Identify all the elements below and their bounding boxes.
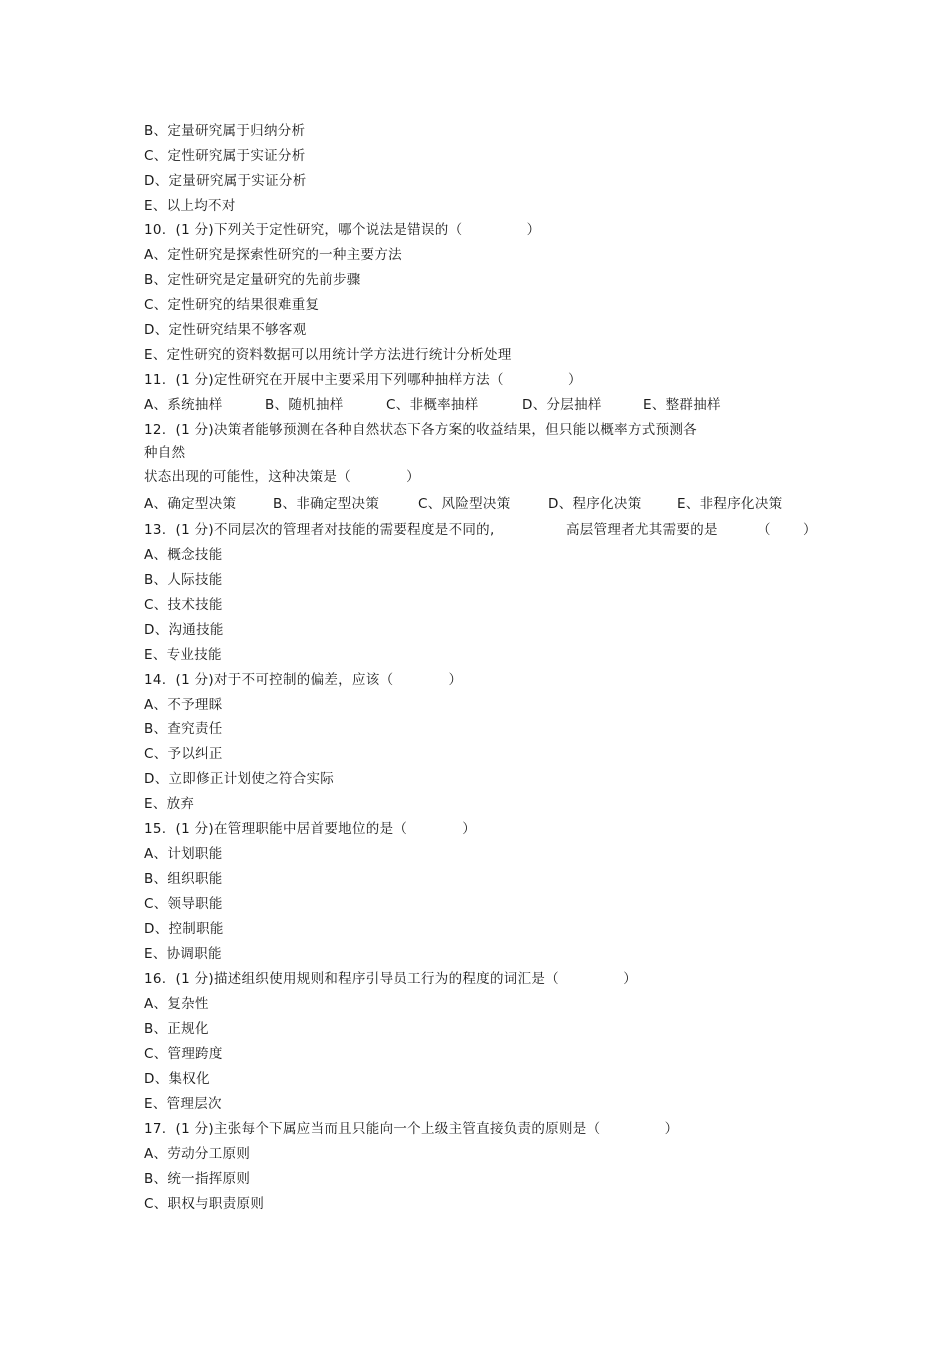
q14-option-a: A、不予理睬 (144, 697, 223, 713)
q13-stem-part2: 高层管理者尤其需要的是 (566, 522, 718, 538)
q13-option-b: B、人际技能 (144, 572, 223, 588)
q11-options-row (0, 396, 950, 414)
q16-option-a: A、复杂性 (144, 996, 209, 1012)
q13-option-d: D、沟通技能 (144, 622, 224, 638)
q11-option-e: E、整群抽样 (643, 397, 721, 413)
q13-stem (0, 521, 950, 539)
q15-option-a: A、计划职能 (144, 846, 223, 862)
q16-stem: 16. (1 分)描述组织使用规则和程序引导员工行为的程度的词汇是（ ） (144, 971, 638, 987)
q17-option-b: B、统一指挥原则 (144, 1171, 251, 1187)
q15-option-c: C、领导职能 (144, 896, 223, 912)
q12-stem-line1: 12. (1 分)决策者能够预测在各种自然状态下各方案的收益结果，但只能以概率方式预测各 (144, 422, 697, 438)
q10-stem: 10. (1 分)下列关于定性研究，哪个说法是错误的（ ） (144, 222, 541, 238)
q10-option-a: A、定性研究是探索性研究的一种主要方法 (144, 247, 402, 263)
q9-option-e: E、以上均不对 (144, 198, 236, 214)
q10-option-c: C、定性研究的结果很难重复 (144, 297, 320, 313)
q15-option-b: B、组织职能 (144, 871, 223, 887)
q13-answer-bracket: （ ） (757, 522, 817, 538)
q10-option-e: E、定性研究的资料数据可以用统计学方法进行统计分析处理 (144, 347, 512, 363)
q17-option-a: A、劳动分工原则 (144, 1146, 251, 1162)
q14-option-b: B、查究责任 (144, 721, 223, 737)
q11-option-c: C、非概率抽样 (386, 397, 479, 413)
q13-option-c: C、技术技能 (144, 597, 223, 613)
q16-option-e: E、管理层次 (144, 1096, 222, 1112)
q10-option-b: B、定性研究是定量研究的先前步骤 (144, 272, 361, 288)
q11-option-a: A、系统抽样 (144, 397, 223, 413)
q13-option-e: E、专业技能 (144, 647, 222, 663)
q12-option-c: C、风险型决策 (418, 496, 511, 512)
q12-option-b: B、非确定型决策 (273, 496, 380, 512)
q9-option-b: B、定量研究属于归纳分析 (144, 123, 306, 139)
q12-options-row (0, 495, 950, 513)
q12-option-e: E、非程序化决策 (677, 496, 783, 512)
q15-option-d: D、控制职能 (144, 921, 224, 937)
q14-option-c: C、予以纠正 (144, 746, 223, 762)
q12-option-d: D、程序化决策 (548, 496, 642, 512)
q13-option-a: A、概念技能 (144, 547, 223, 563)
q10-option-d: D、定性研究结果不够客观 (144, 322, 307, 338)
q9-option-c: C、定性研究属于实证分析 (144, 148, 306, 164)
q14-stem: 14. (1 分)对于不可控制的偏差，应该（ ） (144, 672, 463, 688)
q11-option-b: B、随机抽样 (265, 397, 344, 413)
q14-option-d: D、立即修正计划使之符合实际 (144, 771, 335, 787)
q11-option-d: D、分层抽样 (522, 397, 602, 413)
q14-option-e: E、放弃 (144, 796, 195, 812)
q12-option-a: A、确定型决策 (144, 496, 237, 512)
q17-stem: 17. (1 分)主张每个下属应当而且只能向一个上级主管直接负责的原则是（ ） (144, 1121, 679, 1137)
q16-option-d: D、集权化 (144, 1071, 210, 1087)
q12-stem-line3: 状态出现的可能性，这种决策是（ ） (144, 469, 420, 485)
q15-option-e: E、协调职能 (144, 946, 222, 962)
q15-stem: 15. (1 分)在管理职能中居首要地位的是（ ） (144, 821, 477, 837)
q13-stem-part1: 13. (1 分)不同层次的管理者对技能的需要程度是不同的, (144, 522, 495, 538)
q16-option-c: C、管理跨度 (144, 1046, 223, 1062)
q11-stem: 11. (1 分)定性研究在开展中主要采用下列哪种抽样方法（ ） (144, 372, 582, 388)
q16-option-b: B、正规化 (144, 1021, 209, 1037)
q12-stem-line2: 种自然 (144, 445, 186, 461)
q17-option-c: C、职权与职责原则 (144, 1196, 265, 1212)
q9-option-d: D、定量研究属于实证分析 (144, 173, 307, 189)
